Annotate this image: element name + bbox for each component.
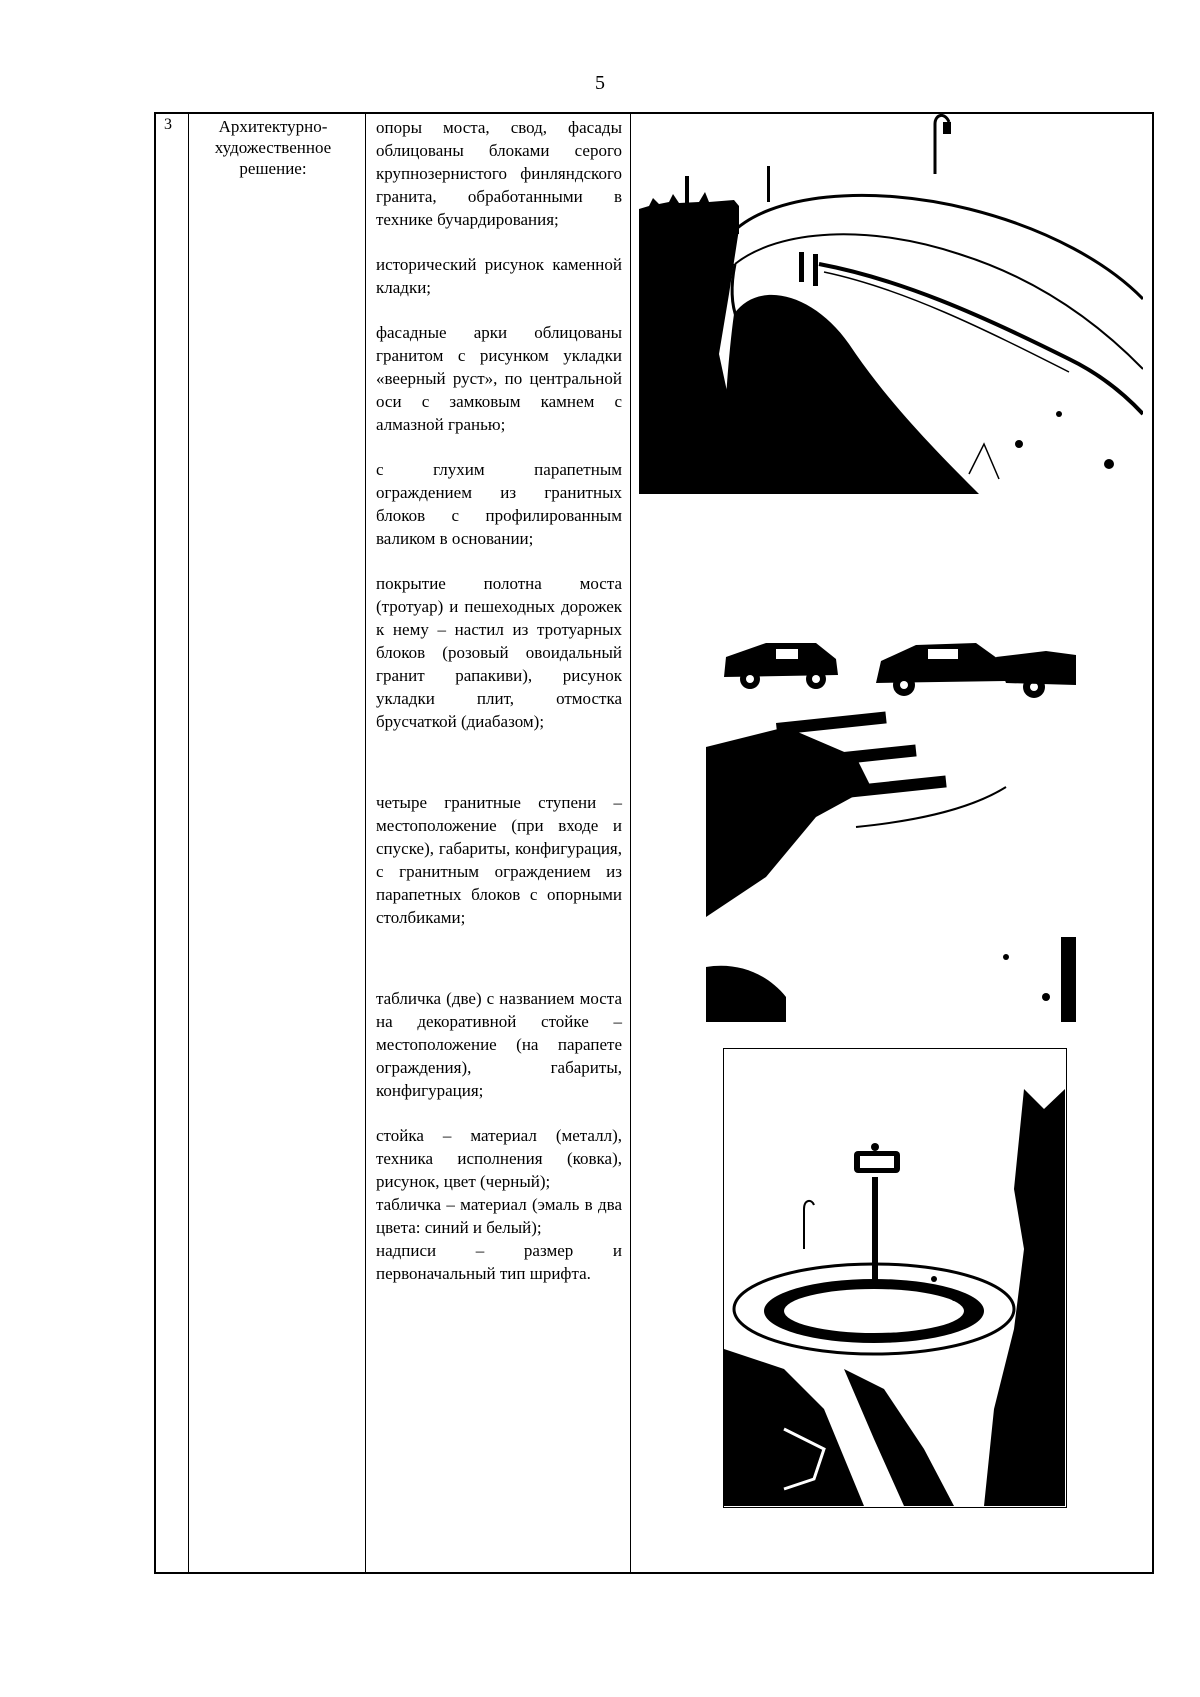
- description-paragraph: опоры моста, свод, фасады облицованы блоками серого крупнозернистого финляндского гранита, обработанными в технике бучардирования;: [376, 118, 622, 229]
- description-paragraph: табличка (две) с названием моста на декоративной стойке – местоположение (на парапете ограждения), габариты, конфигурация;: [376, 989, 622, 1100]
- heritage-table: [154, 112, 1154, 1574]
- description-paragraph: покрытие полотна моста (тротуар) и пешеходных дорожек к нему – настил из тротуарных блоков (розовый овоидальный гранит рапакиви), рисунок укладки плит, отмостка брусчаткой (диабазом);: [376, 574, 622, 731]
- description-paragraph: четыре гранитные ступени – местоположение (при входе и спуске), габариты, конфигурация, с гранитным ограждением из парапетных блоков с опорными столбиками;: [376, 793, 622, 927]
- description-paragraph: табличка – материал (эмаль в два цвета: синий и белый);: [376, 1195, 622, 1237]
- column-divider: [630, 114, 631, 1572]
- row-title: Архитектурно-художественное решение:: [214, 117, 332, 178]
- column-divider: [188, 114, 189, 1572]
- description-paragraph: с глухим парапетным ограждением из гранитных блоков с профилированным валиком в основании;: [376, 460, 622, 548]
- row-number: 3: [164, 116, 172, 133]
- description-paragraph: исторический рисунок каменной кладки;: [376, 255, 622, 297]
- bridge-steps-photo: [706, 637, 1076, 1022]
- column-divider: [365, 114, 366, 1572]
- description-cell: [376, 116, 622, 1285]
- page-number: 5: [595, 72, 605, 94]
- description-paragraph: стойка – материал (металл), техника исполнения (ковка), рисунок, цвет (черный);: [376, 1126, 622, 1191]
- description-paragraph: фасадные арки облицованы гранитом с рисунком укладки «веерный руст», по центральной оси с замковым камнем с алмазной гранью;: [376, 323, 622, 434]
- bridge-arch-photo: [639, 114, 1143, 494]
- description-paragraph: надписи – размер и первоначальный тип шрифта.: [376, 1241, 622, 1283]
- name-plate-stand-photo: [723, 1048, 1067, 1508]
